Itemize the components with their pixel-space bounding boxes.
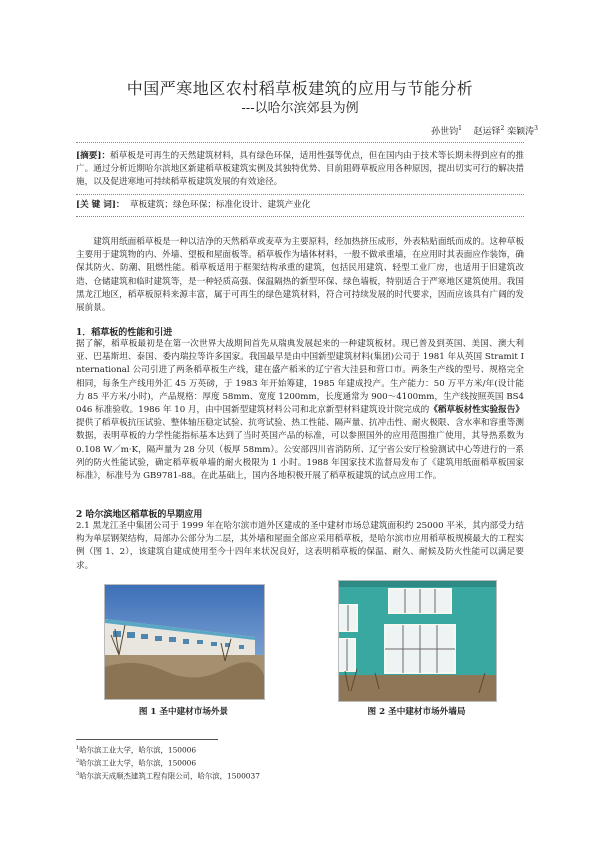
footnote-divider: [76, 739, 218, 740]
keywords-text: 草板建筑；绿色环保；标准化设计、建筑产业化: [129, 200, 311, 210]
figure-2-caption: 图 2 圣中建材市场外墙局: [367, 707, 466, 717]
keywords-label: [关 键 词]：: [76, 200, 125, 210]
figure-2-photo: [338, 580, 497, 702]
keywords: [76, 199, 524, 212]
section1-paragraph: [76, 338, 524, 483]
market-wall-illustration: [339, 581, 496, 701]
figure-1-photo: [104, 584, 265, 700]
section1-text: 提供了稻草板抗压试验、整体轴压稳定试验、抗弯试验、热工性能、隔声量、抗冲击性、耐火极限、含水率和容重等测数据，表明草板的力学性能指标基本达到了当时英国产品的标准，可以参照国外的应用范围推广使用，其导热系数为 0.108 W／m·K，隔声量为 28 分贝（板厚 58mm）。公安部四川省消防所、辽宁省公安厅检验测试中心等进行的一系列的防火性能试验，确定稻草板单墙的耐火极限为 1 小时。1988 年国家技术监督局发布了《建筑用纸面稻草板国家标准》，标准号为 GB9781-88。在此基础上，国内各地积极开展了稻草板建筑的试点应用工作。: [76, 418, 524, 482]
paper-subtitle: ---以哈尔滨郊县为例: [241, 101, 359, 116]
abstract-text: 稻草板是可再生的天然建筑材料，具有绿色环保，适用性强等优点，但在国内由于技术等长期未得到应有的推广。通过分析近期哈尔滨地区新建稻草板建筑实例及其独特优势、目前阻碍草板应用各种原因，提出切实可行的解决措施，以及促进寒地可持续稻草板建筑发展的有效途径。: [76, 151, 524, 188]
abstract: [76, 150, 524, 190]
footnote-mark: 2: [76, 758, 80, 764]
author-mark: 3: [534, 125, 538, 132]
market-exterior-illustration: [105, 585, 264, 699]
section-heading: 1．稻草板的性能和引进: [76, 328, 173, 338]
section1-text: 据了解，稻草板最初是在第一次世界大战期间首先从瑞典发展起来的一种建筑板材。现已普及到英国、美国、澳大利亚、巴基斯坦、泰国、委内瑞拉等许多国家。我国最早是由中国新型建筑材料(集团)公司于 1981 年从英国 Stramit International 公司引进了两条稻草板生产线，建在盛产稻米的辽宁省大洼县和营口市。两条生产线的型号、规格完全相同，每条生产线用外汇 45 万英磅，于 1983 年开始筹建，1985 年建成投产。生产能力：50 万平方米/年(设计能力 85 平方米/小时)，产品规格：厚度 58mm、宽度 1200mm，长度通常为 900～4100mm，生产线按照英国 BS4046 标准验收。1986 年 10 月，由中国新型建筑材料公司和北京新型材料建筑设计院完成的: [76, 339, 524, 416]
footnote-text: 哈尔滨工业大学，哈尔滨，150006: [79, 758, 197, 768]
author-line: [431, 124, 538, 137]
figure-1-caption: 图 1 圣中建材市场外景: [138, 707, 229, 717]
section-heading: 2 哈尔滨地区稻草板的早期应用: [76, 510, 203, 520]
author-name: 赵运铎: [473, 127, 501, 137]
paper-title: 中国严寒地区农村稻草板建筑的应用与节能分析: [126, 79, 474, 98]
abstract-label: [摘要]：: [76, 151, 111, 161]
author-mark: 1: [458, 125, 462, 132]
report-title: 《稻草板材性实验报告》: [429, 405, 524, 416]
section2-paragraph: 2.1 黑龙江圣中集团公司于 1999 年在哈尔滨市道外区建成的圣中建材市场总建筑面积约 25000 平米，其内部受力结构为单层钢架结构，局部办公部分为二层，其外墙和屋面全部应采用稻草板，是哈尔滨市应用稻草板规模最大的工程实例（图 1、2），该建筑自建成使用至今十四年来状况良好，这表明稻草板的保温、耐久、耐候及防火性能可以满足要求。: [76, 521, 524, 571]
footnote-text: 哈尔滨天成顺杰建筑工程有限公司，哈尔滨，1500037: [79, 771, 260, 781]
footnote: [76, 768, 260, 782]
divider: [76, 142, 524, 143]
footnote-mark: 3: [76, 771, 80, 777]
author-mark: 2: [500, 125, 505, 132]
divider: [76, 194, 524, 195]
author-name: 孙世钧: [431, 127, 459, 137]
footnote-text: 哈尔滨工业大学，哈尔滨，150006: [79, 745, 197, 755]
intro-paragraph: 建筑用纸面稻草板是一种以洁净的天然稻草或麦草为主要原料，经加热挤压成形，外表粘贴面纸而成的。这种草板主要用于建筑物的内、外墙、望板和屋面板等。稻草板作为墙体材料，一般不做承重墙，在应用时其表面应作装饰，确保其防火、防潮、阻燃性能。稻草板适用于框架结构承重的建筑，包括民用建筑、轻型工业厂房，也适用于旧建筑改造、仓储建筑和临时建筑等，是一种轻质高强、保温隔热的新型环保、绿色墙板，特别适合于严寒地区建筑使用。我国黑龙江地区，稻草板原料来源丰富，属于可再生的绿色建筑材料，符合可持续发展的时代要求，因而应该具有广阔的发展前景。: [76, 237, 524, 314]
footnote-mark: 1: [76, 745, 80, 751]
divider: [76, 216, 524, 217]
author-name: 栾颖涛: [507, 127, 535, 137]
